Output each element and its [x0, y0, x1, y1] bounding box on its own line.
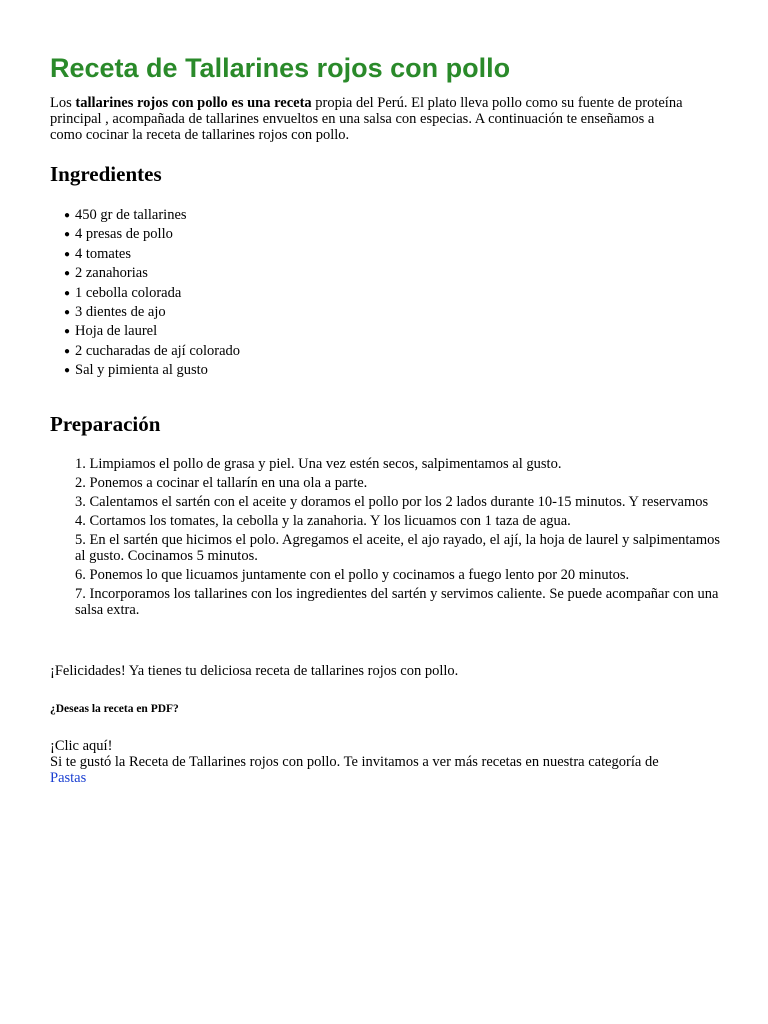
- intro-paragraph: [50, 95, 690, 143]
- invite-text: Si te gustó la Receta de Tallarines rojos con pollo. Te invitamos a ver más recetas en nuestra categoría de: [50, 754, 659, 770]
- ingredient-item: [64, 284, 240, 303]
- ingredient-item: [64, 206, 240, 225]
- bullet-icon: ●: [64, 345, 71, 357]
- bullet-icon: ●: [64, 268, 71, 280]
- step-item: 4. Cortamos los tomates, la cebolla y la zanahoria. Y los licuamos con 1 taza de agua.: [75, 513, 571, 529]
- step-item: 5. En el sartén que hicimos el polo. Agregamos el aceite, el ajo rayado, el ají, la hoja de laurel y salpimentamos al gusto. Cocinamos 5 minutos.: [75, 532, 721, 564]
- step-item: 2. Ponemos a cocinar el tallarín en una ola a parte.: [75, 475, 368, 491]
- ingredient-item: [64, 303, 240, 322]
- ingredient-item: [64, 264, 240, 283]
- step-item: 1. Limpiamos el pollo de grasa y piel. Una vez estén secos, salpimentamos al gusto.: [75, 456, 562, 472]
- bullet-icon: ●: [64, 229, 71, 241]
- ingredient-text: 450 gr de tallarines: [75, 207, 187, 223]
- ingredient-item: [64, 342, 240, 361]
- pdf-question: ¿Deseas la receta en PDF?: [50, 703, 179, 715]
- ingredient-item: [64, 361, 240, 380]
- bullet-icon: ●: [64, 210, 71, 221]
- ingredient-text: 4 tomates: [75, 245, 131, 262]
- step-item: 7. Incorporamos los tallarines con los ingredientes del sartén y servimos caliente. Se puede acompañar con una salsa extra.: [75, 586, 719, 618]
- closing-block: [50, 738, 730, 786]
- clic-aqui-text: ¡Clic aquí!: [50, 738, 113, 754]
- ingredients-heading: Ingredientes: [50, 162, 162, 186]
- step-item: 6. Ponemos lo que licuamos juntamente con el pollo y cocinamos a fuego lento por 20 minutos.: [75, 567, 630, 583]
- ingredient-text: 4 presas de pollo: [75, 226, 173, 243]
- ingredient-text: Sal y pimienta al gusto: [75, 362, 208, 379]
- ingredient-item: [64, 322, 240, 341]
- preparation-heading: Preparación: [50, 412, 161, 436]
- intro-prefix: Los: [50, 95, 76, 111]
- ingredients-list: [64, 206, 240, 381]
- page-title: Receta de Tallarines rojos con pollo: [50, 53, 511, 83]
- ingredient-text: 2 zanahorias: [75, 265, 148, 282]
- ingredient-text: Hoja de laurel: [75, 323, 158, 340]
- bullet-icon: ●: [64, 306, 71, 318]
- ingredient-text: 1 cebolla colorada: [75, 284, 182, 301]
- bullet-icon: ●: [64, 326, 71, 338]
- intro-rest: propia del Perú. El plato lleva pollo como su fuente de proteína principal , acompañada de tallarines envueltos en una salsa con especias. A continuación te enseñamos a como cocinar la receta de tallarines rojos con pollo.: [50, 95, 683, 143]
- bullet-icon: ●: [64, 365, 71, 377]
- ingredient-item: [64, 245, 240, 264]
- congrats-text: ¡Felicidades! Ya tienes tu deliciosa receta de tallarines rojos con pollo.: [50, 663, 459, 679]
- bullet-icon: ●: [64, 248, 71, 260]
- ingredient-text: 2 cucharadas de ají colorado: [75, 342, 241, 359]
- ingredient-item: [64, 225, 240, 244]
- step-item: 3. Calentamos el sartén con el aceite y doramos el pollo por los 2 lados durante 10-15 minutos. Y reservamos: [75, 494, 709, 510]
- bullet-icon: ●: [64, 287, 71, 299]
- steps-list: [75, 456, 725, 621]
- ingredient-text: 3 dientes de ajo: [75, 303, 166, 320]
- category-link-pastas[interactable]: Pastas: [50, 770, 87, 786]
- intro-bold: tallarines rojos con pollo es una receta: [75, 95, 312, 111]
